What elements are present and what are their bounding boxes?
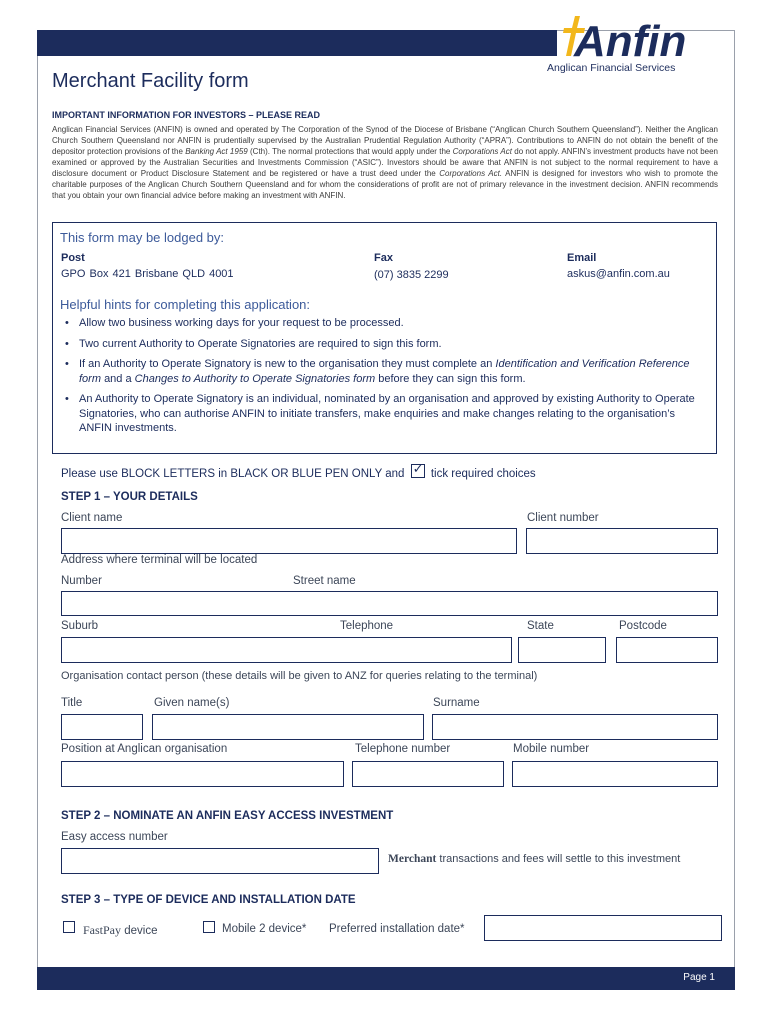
suburb-label: Suburb bbox=[61, 620, 99, 632]
hints-list bbox=[62, 316, 710, 442]
lodge-title: This form may be lodged by: bbox=[60, 230, 225, 245]
title-field[interactable] bbox=[61, 714, 143, 740]
telephone-number-label: Telephone number bbox=[355, 743, 451, 755]
important-body: Anglican Financial Services (ANFIN) is owned and operated by The Corporation of the Synod of the Diocese of Brisbane (“Anglican Church Southern Queensland”). Neither the Anglican Church Southern Queensland nor ANFIN is prudentially supervised by the Australian Prudential Regulation Authority (“APRA”). Contributions to ANFIN do not obtain the benefit of the depositor protection provisions of the Banking Act 1959 (Cth). The normal protections that would apply under the Corporations Act do not apply. ANFIN’s investment products have not been examined or approved by the Australian Securities and Investments Commission (“ASIC”). Investors should be aware that ANFIN is not subject to the normal requirement to have a disclosure document or Product Disclosure Statement and be registered or have a trust deed under the Corporations Act. ANFIN is designed for investors who wish to promote the charitable purposes of the Anglican Church Southern Queensland and for whom the considerations of profit are not of primary relevance in the investment decision. ANFIN recommends that you obtain your own financial advice before making an investment with ANFIN. bbox=[52, 125, 719, 200]
number-label: Number bbox=[61, 575, 102, 587]
mobile2-label: Mobile 2 device* bbox=[222, 923, 307, 935]
postcode-label: Postcode bbox=[619, 620, 667, 632]
block-letters-note: Please use BLOCK LETTERS in BLACK OR BLUE PEN ONLY and ✓ tick required choices bbox=[61, 464, 536, 480]
header-bar bbox=[37, 30, 557, 56]
mobile2-checkbox[interactable] bbox=[203, 921, 215, 933]
step1-heading: STEP 1 – YOUR DETAILS bbox=[61, 491, 198, 503]
suburb-telephone-field[interactable] bbox=[61, 637, 512, 663]
mobile-number-field[interactable] bbox=[512, 761, 718, 787]
brand-subtitle: Anglican Financial Services bbox=[547, 62, 676, 74]
step3-heading: STEP 3 – TYPE OF DEVICE AND INSTALLATION DATE bbox=[61, 894, 356, 906]
installation-date-label: Preferred installation date* bbox=[329, 923, 465, 935]
address-heading: Address where terminal will be located bbox=[61, 554, 258, 566]
title-label: Title bbox=[61, 697, 83, 709]
given-names-field[interactable] bbox=[152, 714, 424, 740]
hint-item: • An Authority to Operate Signatory is an individual, nominated by an organisation and approved by existing Authority to Operate Signatories, who can authorise ANFIN to initiate transfers, make enquiries and make changes relating to the organisation’s ANFIN investments. bbox=[62, 392, 710, 436]
mobile-number-label: Mobile number bbox=[513, 743, 590, 755]
position-label: Position at Anglican organisation bbox=[61, 743, 228, 755]
contact-heading: Organisation contact person (these details will be given to ANZ for queries relating to the terminal) bbox=[61, 670, 538, 682]
footer-bar bbox=[37, 967, 735, 990]
tick-example-icon bbox=[411, 464, 425, 478]
easy-access-field[interactable] bbox=[61, 848, 379, 874]
given-names-label: Given name(s) bbox=[154, 697, 230, 709]
state-field[interactable] bbox=[518, 637, 606, 663]
telephone-label: Telephone bbox=[340, 620, 394, 632]
hint-item: • Allow two business working days for your request to be processed. bbox=[62, 316, 710, 331]
postcode-field[interactable] bbox=[616, 637, 718, 663]
svg-text:Anfin: Anfin bbox=[574, 17, 687, 64]
street-name-label: Street name bbox=[293, 575, 356, 587]
anfin-logo bbox=[544, 8, 689, 64]
post-label: Post bbox=[61, 252, 85, 264]
step2-heading: STEP 2 – NOMINATE AN ANFIN EASY ACCESS INVESTMENT bbox=[61, 810, 394, 822]
client-number-field[interactable] bbox=[526, 528, 718, 554]
address-field[interactable] bbox=[61, 591, 718, 616]
position-field[interactable] bbox=[61, 761, 344, 787]
fax-number: (07) 3835 2299 bbox=[374, 269, 449, 281]
fastpay-checkbox[interactable] bbox=[63, 921, 75, 933]
merchant-settle-note: Merchant transactions and fees will settle to this investment bbox=[388, 853, 681, 865]
fax-label: Fax bbox=[374, 252, 393, 264]
email-label: Email bbox=[567, 252, 597, 264]
easy-access-label: Easy access number bbox=[61, 831, 168, 843]
post-address: GPO Box 421 Brisbane QLD 4001 bbox=[61, 268, 234, 280]
surname-field[interactable] bbox=[432, 714, 718, 740]
page-title: Merchant Facility form bbox=[52, 70, 249, 92]
important-heading: IMPORTANT INFORMATION FOR INVESTORS – PLEASE READ bbox=[52, 110, 321, 120]
client-name-label: Client name bbox=[61, 512, 123, 524]
client-name-field[interactable] bbox=[61, 528, 517, 554]
fastpay-label: FastPay device bbox=[83, 923, 158, 937]
client-number-label: Client number bbox=[527, 512, 599, 524]
surname-label: Surname bbox=[433, 697, 480, 709]
hint-item: • Two current Authority to Operate Signatories are required to sign this form. bbox=[62, 337, 710, 352]
state-label: State bbox=[527, 620, 554, 632]
telephone-number-field[interactable] bbox=[352, 761, 504, 787]
hints-title: Helpful hints for completing this application: bbox=[60, 297, 311, 312]
email-link[interactable]: askus@anfin.com.au bbox=[567, 268, 670, 280]
page-number: Page 1 bbox=[683, 972, 715, 983]
installation-date-field[interactable] bbox=[484, 915, 722, 941]
hint-item: • If an Authority to Operate Signatory is new to the organisation they must complete an Identification and Verification Reference form and a Changes to Authority to Operate Signatories form before they can sign this form. bbox=[62, 357, 710, 386]
